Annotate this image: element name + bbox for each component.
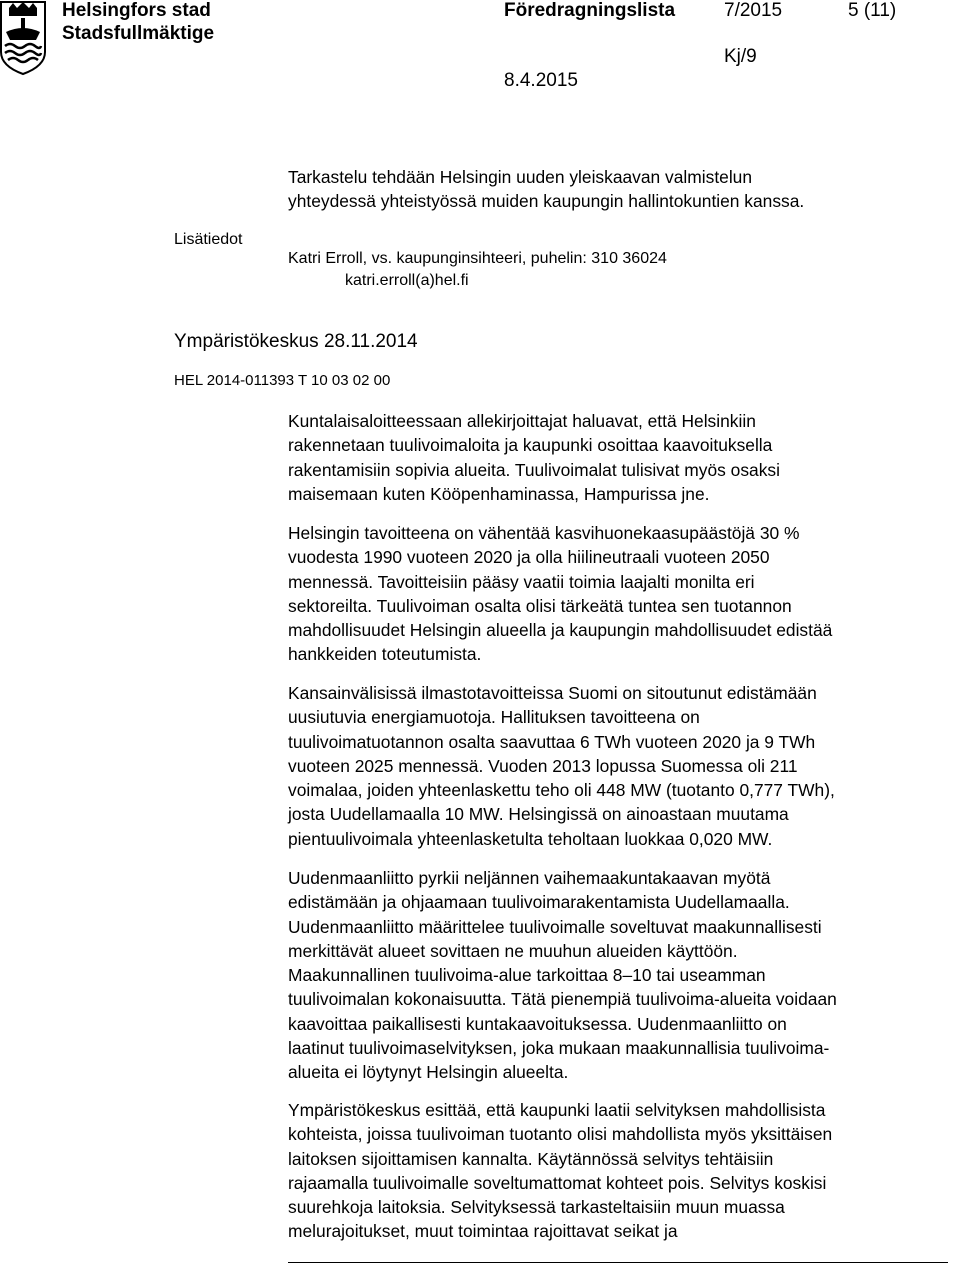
doc-number: 7/2015 xyxy=(724,0,783,21)
body-name: Stadsfullmäktige xyxy=(62,23,215,44)
text-line: edistämään ja ohjaamaan tuulivoimarakentamista Uudellamaalla. xyxy=(288,892,790,913)
text-line: vuodesta 1990 vuoteen 2020 ja olla hiilineutraali vuoteen 2050 xyxy=(288,547,770,568)
doc-type: Föredragningslista xyxy=(504,0,676,21)
text-line: merkittävät alueet sovittaen ne muuhun alueiden käyttöön. xyxy=(288,940,738,961)
text-line: kohteista, joissa tuulivoiman tuotanto olisi mahdollista myös yksittäisen xyxy=(288,1124,833,1145)
text-line: Maakunnallinen tuulivoima-alue tarkoittaa 8–10 tai useamman xyxy=(288,965,766,986)
text-line: rakentamisiin sopivia alueita. Tuulivoimalat tulisivat myös osaksi xyxy=(288,459,780,480)
contact-email[interactable]: katri.erroll(a)hel.fi xyxy=(345,272,469,289)
text-line: maisemaan kuten Kööpenhaminassa, Hampurissa jne. xyxy=(288,483,710,504)
body-paragraph xyxy=(288,866,948,1085)
footer-divider xyxy=(288,1262,948,1263)
text-line: yhteydessä yhteistyössä muiden kaupungin hallintokuntien kanssa. xyxy=(288,191,805,212)
text-line: laitoksen sijoittamisen kannalta. Käytännössä selvitys tehtäisiin xyxy=(288,1148,774,1169)
text-line: voimalaa, joiden yhteenlaskettu teho oli 448 MW (tuotanto 0,777 TWh), xyxy=(288,780,835,801)
text-line: sektoreilta. Tuulivoiman osalta olisi tärkeätä tuntea sen tuotannon xyxy=(288,595,792,616)
text-line: kaavoittaa paikallisesti kuntakaavoituksessa. Uudenmaanliitto on xyxy=(288,1013,787,1034)
text-line: melurajoitukset, muut toimintaa rajoittavat seikat ja xyxy=(288,1221,678,1242)
text-line: hankkeiden toteutumista. xyxy=(288,644,482,665)
text-line: rajaamalla tuulivoimalle soveltumattomat kohteet pois. Selvitys koskisi xyxy=(288,1172,827,1193)
text-line: Ympäristökeskus esittää, että kaupunki laatii selvityksen mahdollisista xyxy=(288,1100,826,1120)
text-line: laatinut tuulivoimaselvityksen, joka mukaan maakunnallisia tuulivoima- xyxy=(288,1038,830,1059)
intro-paragraph xyxy=(288,165,948,214)
helsinki-coat-of-arms-icon xyxy=(0,0,46,76)
text-line: vuoteen 2025 mennessä. Vuoden 2013 lopussa Suomessa oli 211 xyxy=(288,755,798,776)
text-line: pientuulivoimala yhteenlasketulta teholtaan luokkaa 0,020 MW. xyxy=(288,828,773,849)
page-number: 5 (11) xyxy=(848,0,897,21)
text-line: mennessä. Tavoitteisiin pääsy vaatii toimia laajalti monilta eri xyxy=(288,571,755,592)
section-title: Ympäristökeskus 28.11.2014 xyxy=(174,331,418,352)
text-line: suurehkoja laitoksia. Selvityksessä tarkasteltaisiin muun muassa xyxy=(288,1197,785,1218)
reference-number: HEL 2014-011393 T 10 03 02 00 xyxy=(174,372,391,389)
text-line: josta Uudellamaalla 10 MW. Helsingissä on ainoastaan muutama xyxy=(288,804,789,825)
text-line: Uudenmaanliitto määrittelee tuulivoimalle soveltuvat maakunnallisesti xyxy=(288,916,822,937)
item-id: Kj/9 xyxy=(724,46,757,67)
text-line: Kansainvälisissä ilmastotavoitteissa Suomi on sitoutunut edistämään xyxy=(288,683,817,703)
text-line: Tarkastelu tehdään Helsingin uuden yleiskaavan valmistelun xyxy=(288,167,753,187)
contact-name: Katri Erroll, vs. kaupunginsihteeri, puhelin: 310 36024 xyxy=(288,250,667,267)
body-paragraph xyxy=(288,681,948,851)
text-line: Helsingin tavoitteena on vähentää kasvihuonekaasupäästöjä 30 % xyxy=(288,523,800,543)
text-line: tuulivoimatuotannon osalta saavuttaa 6 TWh vuoteen 2020 ja 9 TWh xyxy=(288,731,816,752)
body-paragraph xyxy=(288,521,948,667)
text-line: mahdollisuudet Helsingin alueella ja kaupungin mahdollisuudet edistää xyxy=(288,620,833,641)
text-line: Uudenmaanliitto pyrkii neljännen vaihemaakuntakaavan myötä xyxy=(288,868,771,888)
body-paragraph xyxy=(288,409,948,506)
body-paragraph xyxy=(288,1098,948,1244)
contact-label: Lisätiedot xyxy=(174,231,243,248)
text-line: uusiutuvia energiamuotoja. Hallituksen tavoitteena on xyxy=(288,707,700,728)
text-line: alueita ei löytynyt Helsingin alueelta. xyxy=(288,1062,569,1083)
meeting-date: 8.4.2015 xyxy=(504,70,578,91)
org-name: Helsingfors stad xyxy=(62,0,211,21)
text-line: Kuntalaisaloitteessaan allekirjoittajat haluavat, että Helsinkiin xyxy=(288,411,756,431)
text-line: tuulivoimalan kokonaisuutta. Tätä pienempiä tuulivoima-alueita voidaan xyxy=(288,989,837,1010)
text-line: rakennetaan tuulivoimaloita ja kaupunki osoittaa kaavoituksella xyxy=(288,435,773,456)
